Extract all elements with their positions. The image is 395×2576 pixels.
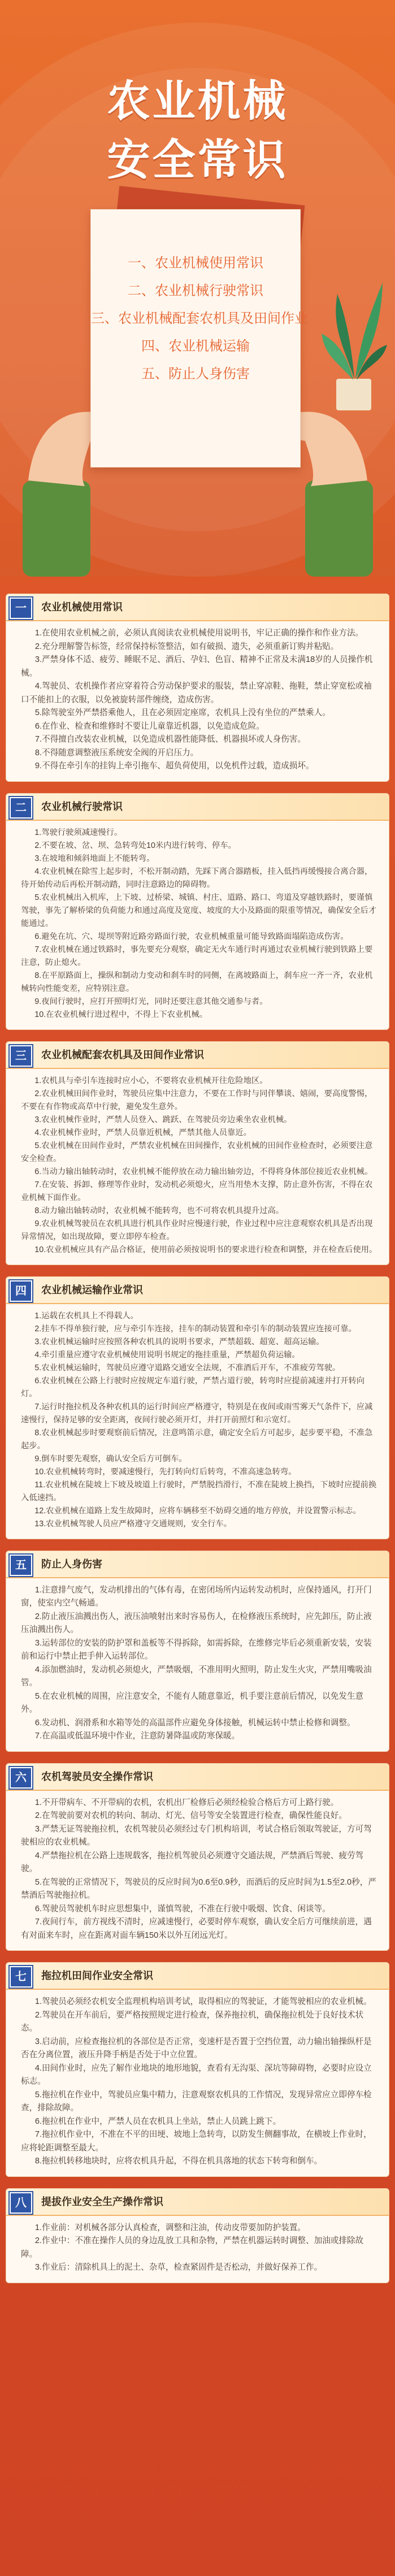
section-paragraph: 4.牵引重量应遵守农业机械使用说明书规定的拖挂重量，严禁超负荷运输。 [34, 1350, 300, 1360]
section-paragraph: 9.农业机械驾驶员在农机具进行机具作业时应慢速行驶，作业过程中应注意观察农机具是否出现异常情况，如出现故障，要立即停车检查。 [21, 1219, 373, 1241]
section-number-badge: 一 [10, 598, 32, 619]
section-paragraph: 10.农业机械应具有产品合格证，使用前必须按说明书的要求进行检查和调整，并在检查后使用。 [34, 1245, 377, 1254]
section-paragraph: 6.拖拉机在作业中，严禁人员在农机具上坐站，禁止人员跳上跳下。 [34, 2116, 281, 2126]
section-paragraph: 6.驾驶员驾驶机车时应思想集中，谨慎驾驶，不准在行驶中吸烟、饮食、闲谈等。 [34, 1904, 331, 1913]
section-card [6, 1763, 389, 1951]
section-paragraph: 6.在作业、检查和维修时不要让儿童靠近机器，以免造成危险。 [34, 721, 265, 731]
section-paragraph: 3.作业后：清除机具上的泥土、杂草，检查紧固件是否松动，并做好保养工作。 [34, 2263, 323, 2272]
section-paragraph: 5.农业机械运输时，驾驶员应遵守道路交通安全法规，不准酒后开车，不准疲劳驾驶。 [34, 1363, 341, 1373]
section-header [6, 1277, 389, 1304]
section-title: 农业机械使用常识 [41, 601, 123, 613]
topic-list [91, 249, 308, 388]
section-paragraph: 7.农业机械在通过铁路时，事先要充分观察，确定无火车通行时再通过农业机械行驶到铁路上要注意，防止熄火。 [21, 945, 373, 967]
section-paragraph: 7.在安装、拆卸、修理等作业时，发动机必须熄火，应当用垫木支撑，防止意外伤害，不得在农业机械下面作业。 [21, 1180, 373, 1202]
section-number-badge: 八 [10, 2192, 32, 2214]
section-card [6, 1276, 389, 1539]
topic-item: 二、农业机械行驶常识 [128, 283, 263, 298]
section-paragraph: 8.动力输出轴转动时，农业机械不能转弯，也不可将农机具提升过高。 [34, 1206, 284, 1215]
section-paragraph: 3.农业机械运输时应按照各种农机具的说明书要求，严禁超载、超宽、超高运输。 [34, 1337, 324, 1347]
section-header [6, 1042, 389, 1069]
section-paragraph: 13.农业机械驾驶人员应严格遵守交通规则，安全行车。 [34, 1519, 232, 1529]
section-card [6, 1962, 389, 2177]
section-body [6, 1304, 389, 1539]
section-paragraph: 7.不得擅自改装农业机械，以免造成机器性能降低、机器损坏或人身伤害。 [34, 735, 306, 744]
section-paragraph: 5.农业机械在田间作业时，严禁农业机械在田间操作，农业机械的田间作业检查时，必须要注意安全检查。 [21, 1141, 373, 1163]
section-paragraph: 2.挂车不得单独行驶，应与牵引车连接，挂车的制动装置和牵引车的制动装置应连接可靠。 [34, 1324, 357, 1334]
section-paragraph: 12.农业机械在道路上发生故障时，应将车辆移至不妨碍交通的地方停放，并设置警示标志。 [34, 1506, 361, 1516]
section-paragraph: 2.农业机械田间作业时，驾驶员应集中注意力，不要在工作时与同伴攀谈、嬉闹，要高度警惕，不要在有作物或高草中行驶，避免发生意外。 [21, 1089, 373, 1111]
hero-banner [0, 0, 395, 577]
section-number-badge: 七 [10, 1966, 32, 1988]
section-body [6, 1791, 389, 1951]
section-paragraph: 4.驾驶员、农机操作者应穿着符合劳动保护要求的服装，禁止穿凉鞋、拖鞋，禁止穿宽松或袖口不能扣上的衣服，以免被旋转部件缠绕，造成伤害。 [21, 682, 372, 704]
section-number-badge: 六 [10, 1767, 32, 1789]
section-body [6, 621, 389, 781]
section-title: 农机驾驶员安全操作常识 [41, 1770, 153, 1782]
section-paragraph: 6.农业机械在公路上行驶时应按规定车道行驶，严禁占道行驶，转弯时应提前减速并打开转向灯。 [21, 1376, 365, 1399]
section-paragraph: 2.作业中：不准在操作人员的身边乱放工具和杂物，严禁在机器运转时调整、加油或排除故障。 [21, 2236, 364, 2259]
section-paragraph: 7.夜间行车，前方视线不清时，应减速慢行，必要时停车观察，确认安全后方可继续前进，遇有对面来车时，应在距离对面车辆150米以外互闭远光灯。 [21, 1917, 372, 1940]
section-number-badge: 四 [10, 1280, 32, 1302]
section-header [6, 794, 389, 821]
section-title: 农业机械运输作业常识 [41, 1284, 143, 1296]
section-paragraph: 3.严禁无证驾驶拖拉机，农机驾驶员必须经过专门机构培训，考试合格后领取驾驶证，方可驾驶相应的农业机械。 [21, 1824, 372, 1847]
section-paragraph: 10.农业机械转弯时，要减速慢行，先打转向灯后转弯，不准高速急转弯。 [34, 1467, 297, 1477]
section-paragraph: 3.运转部位的安装的防护罩和盖板等不得拆除，如需拆除，在维修完毕后必须重新安装，安装前和运行中禁止把手伸入运转部位。 [21, 1638, 372, 1661]
content-area [0, 577, 395, 2283]
section-title: 防止人身伤害 [41, 1558, 102, 1570]
section-paragraph: 2.驾驶员在开车前后，要严格按照规定进行检查，保养拖拉机，确保拖拉机处于良好技术状态。 [21, 2010, 364, 2033]
section-title: 拖拉机田间作业安全常识 [41, 1970, 153, 1981]
section-card [6, 793, 389, 1030]
section-body [6, 1990, 389, 2176]
section-paragraph: 9.倒车时要先观察，确认安全后方可倒车。 [34, 1454, 187, 1464]
section-paragraph: 5.在农业机械的周围，应注意安全，不能有人随意靠近，机手要注意前后情况，以免发生意外。 [21, 1691, 364, 1714]
section-header [6, 1963, 389, 1990]
section-paragraph: 8.农业机械起步时要观察前后情况，注意鸣笛示意，确定安全后方可起步，起步要平稳，不准急起步。 [21, 1428, 373, 1451]
section-header [6, 2189, 389, 2216]
section-paragraph: 4.严禁拖拉机在公路上违规载客，拖拉机驾驶员必须遵守交通法规，严禁酒后驾驶、疲劳驾驶。 [21, 1851, 364, 1873]
section-paragraph: 5.拖拉机在作业中，驾驶员应集中精力，注意观察农机具的工作情况，发现异常应立即停车检查，排除故障。 [21, 2090, 372, 2112]
section-paragraph: 7.在高温或低温环境中作业，注意防暑降温或防寒保暖。 [34, 1731, 240, 1741]
section-number-badge: 二 [10, 797, 32, 819]
section-paragraph: 5.在驾驶的正常情况下，驾驶员的反应时间为0.6至0.9秒，而酒后的反应时间为1.5至2.0秒，严禁酒后驾驶拖拉机。 [21, 1877, 376, 1900]
topic-item: 一、农业机械使用常识 [128, 256, 263, 271]
section-number-badge: 五 [10, 1555, 32, 1576]
topic-item: 三、农业机械配套农机具及田间作业 [91, 311, 308, 326]
section-paragraph: 1.注意排气废气，发动机排出的气体有毒，在密闭场所内运转发动机时，应保持通风，打开门窗，使室内空气畅通。 [21, 1585, 372, 1608]
section-body [6, 1578, 389, 1751]
section-card [6, 1551, 389, 1752]
section-title: 提拔作业安全生产操作常识 [41, 2196, 163, 2207]
section-paragraph: 3.农业机械作业时，严禁人员登入、跳跃、在驾驶员旁边乘坐农业机械。 [34, 1115, 292, 1124]
section-paragraph: 10.在农业机械行进过程中，不得上下农业机械。 [34, 1010, 208, 1019]
section-paragraph: 6.避免在坑、穴、堤坝等附近路旁路面行驶，农业机械重量可能导致路面塌陷造成伤害。 [34, 932, 349, 941]
section-paragraph: 3.在坡地和倾斜地面上不能转弯。 [34, 854, 155, 863]
section-paragraph: 5.除驾驶室外严禁搭乘他人，且在必须固定座席，农机具上没有坐位的严禁乘人。 [34, 708, 331, 717]
section-title: 农业机械行驶常识 [41, 800, 123, 812]
section-paragraph: 4.农业机械作业时，严禁人员靠近机械，严禁其他人员靠近。 [34, 1128, 251, 1137]
section-paragraph: 6.当动力输出轴转动时，农业机械不能停放在动力输出轴旁边，不得将身体部位接近农业机械。 [34, 1167, 373, 1176]
section-paragraph: 8.拖拉机转移地块时，应将农机具升起，不得在机具落地的状态下转弯和倒车。 [34, 2157, 323, 2166]
section-paragraph: 2.在驾驶前要对农机的转向、制动、灯光、信号等安全装置进行检查，确保性能良好。 [34, 1811, 347, 1820]
section-paragraph: 3.严禁身体不适、疲劳、睡眠不足、酒后、孕妇、色盲、精神不正常及未满18岁的人员操作机械。 [21, 655, 373, 678]
section-paragraph: 4.添加燃油时，发动机必须熄火，严禁吸烟，不准用明火照明，防止发生火灾，严禁用嘴吸油管。 [21, 1665, 372, 1687]
section-card [6, 1041, 389, 1265]
section-card [6, 594, 389, 782]
section-header [6, 594, 389, 621]
section-paragraph: 1.作业前：对机械各部分认真检查，调整和注油，传动皮带要加防护装置。 [34, 2223, 306, 2232]
topic-item: 四、农业机械运输 [141, 339, 250, 354]
section-paragraph: 8.不得随意调整液压系统安全阀的开启压力。 [34, 748, 199, 757]
section-paragraph: 3.启动前，应检查拖拉机的各部位是否正常，变速杆是否置于空挡位置，动力输出轴操纵杆是否在分离位置，液压升降手柄是否处于中立位置。 [21, 2037, 372, 2059]
section-paragraph: 2.不要在坡、岔、坝、急转弯处10米内进行转弯、停车。 [34, 841, 236, 850]
section-paragraph: 11.农业机械在陡坡上下坡及坡道上行驶时，严禁脱挡滑行，不准在陡坡上换挡，下坡时应提前换入低速挡。 [21, 1480, 377, 1503]
section-card [6, 2188, 389, 2283]
hero-title-line2: 安全常识 [107, 136, 288, 184]
section-header [6, 1551, 389, 1578]
section-paragraph: 7.运行时拖拉机及各种农机具的运行时间应严格遵守，特别是在夜间或雨雪雾天气条件下，应减速慢行，保持足够的安全距离，夜间行驶必须开灯，并打开前照灯和示宽灯。 [21, 1402, 373, 1425]
hero-title-line1: 农业机械 [107, 77, 288, 125]
section-paragraph: 8.在平原路面上，操纵和制动力变动和刹车时的同侧，在离坡路面上，刹车应一齐一齐，农业机械转向性能变差，应特别注意。 [21, 971, 373, 993]
poster-paper [90, 209, 308, 467]
section-paragraph: 1.不开带病车、不开带病的农机，农机出厂检修后必须经检验合格后方可上路行驶。 [34, 1798, 339, 1807]
section-paragraph: 1.驾驶行驶须减速慢行。 [34, 828, 123, 837]
section-paragraph: 2.防止液压油溅出伤人，液压油喷射出来时容易伤人，在检修液压系统时，应先卸压，防止液压油溅出伤人。 [21, 1612, 372, 1634]
section-paragraph: 1.农机具与牵引车连接时应小心，不要将农业机械开往危险地区。 [34, 1076, 268, 1085]
section-paragraph: 4.农业机械在除雪上起步时，不松开制动踏，先踩下离合器踏板，挂入低挡再缓慢接合离合器，待开始传动后再松开制动踏，同时注意路边的障碍物。 [21, 867, 373, 889]
section-title: 农业机械配套农机具及田间作业常识 [41, 1049, 204, 1060]
section-paragraph: 7.拖拉机作业中，不准在不平的田埂、坡地上急转弯，以防发生侧翻事故，在横坡上作业时，应将轮距调整至最大。 [21, 2130, 372, 2153]
section-number-badge: 三 [10, 1045, 32, 1067]
section-body [6, 2216, 389, 2283]
section-paragraph: 4.田间作业时，应先了解作业地块的地形地貌，查看有无沟渠、深坑等障碍物，必要时应设立标志。 [21, 2063, 372, 2086]
topic-item: 五、防止人身伤害 [141, 366, 250, 382]
section-paragraph: 1.运载在农机具上不得载人。 [34, 1311, 138, 1321]
section-paragraph: 1.在使用农业机械之前，必须认真阅读农业机械使用说明书，牢记正确的操作和作业方法。 [34, 629, 364, 638]
section-paragraph: 6.发动机、润滑系和水箱等处的高温部件应避免身体接触，机械运转中禁止检修和调整。 [34, 1718, 355, 1728]
section-body [6, 1069, 389, 1265]
section-body [6, 821, 389, 1029]
section-paragraph: 1.驾驶员必须经农机安全监理机构培训考试，取得相应的驾驶证，才能驾驶相应的农业机械。 [34, 1997, 372, 2006]
section-paragraph: 5.农业机械出入机库，上下坡、过桥梁、城镇、村庄、道路、路口、弯道及穿越铁路时，要谨慎驾驶，事先了解桥梁的负荷能力和通过高度及宽度、坡度的大小及路面的限重等情况，确保安全后才能通过。 [21, 893, 377, 928]
section-header [6, 1764, 389, 1791]
section-paragraph: 2.充分理解警告标签，经常保持标签整洁，如有破损、遗失，必须重新订购并粘贴。 [34, 642, 339, 651]
section-paragraph: 9.夜间行驶时，应打开照明灯光，同时还要注意其他交通参与者。 [34, 997, 268, 1006]
section-paragraph: 9.不得在牵引车的挂钩上牵引拖车、超负荷使用，以免机件过载，造成损坏。 [34, 761, 314, 770]
